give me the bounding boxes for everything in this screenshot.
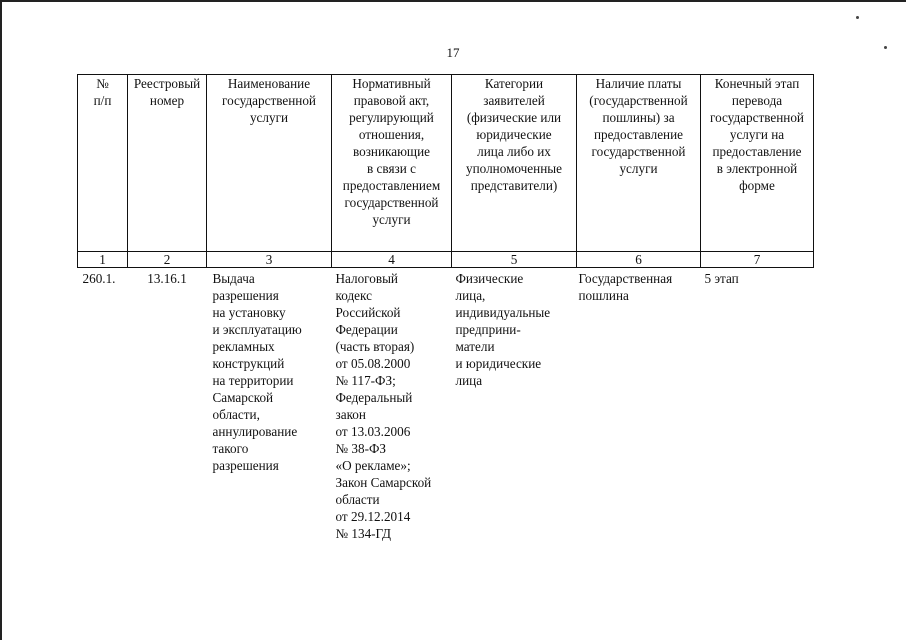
text-line: государственной: [344, 195, 439, 210]
text-line: возникающие: [352, 144, 431, 159]
text-line: правовой акт,: [353, 93, 430, 108]
text-line: Наименование: [227, 76, 311, 91]
text-line: государственной: [591, 144, 686, 159]
text-line: Государственная: [578, 271, 673, 286]
text-line: Нормативный: [352, 76, 431, 91]
scan-speck: [856, 16, 859, 19]
text-line: №: [96, 76, 109, 91]
header-fee: [577, 75, 701, 252]
text-line: от 13.03.2006: [335, 424, 411, 439]
text-line: рекламных: [212, 339, 275, 354]
text-line: в электронной: [716, 161, 798, 176]
page-number: 17: [446, 45, 460, 60]
text-line: «О рекламе»;: [335, 458, 411, 473]
cell-service-name: [207, 268, 332, 543]
text-line: форме: [739, 178, 775, 193]
text-line: Реестровый: [133, 76, 201, 91]
cell-legal-act: [332, 268, 452, 543]
text-line: Конечный этап: [714, 76, 800, 91]
table-header-row: [78, 75, 814, 252]
text-line: лица,: [455, 288, 486, 303]
text-line: Физические: [455, 271, 524, 286]
text-line: лица либо их: [477, 144, 551, 159]
text-line: № 38-ФЗ: [335, 441, 386, 456]
text-line: государственной: [222, 93, 316, 108]
table-row: [78, 268, 814, 543]
header-registry-number: [128, 75, 207, 252]
text-line: в связи с: [367, 161, 416, 176]
text-line: Выдача: [212, 271, 255, 286]
column-number-4: 4: [332, 252, 452, 268]
text-line: на территории: [212, 373, 294, 388]
text-line: такого: [212, 441, 249, 456]
scan-edge-left: [0, 0, 2, 640]
scan-edge-top: [0, 0, 906, 2]
text-line: кодекс: [335, 288, 372, 303]
header-legal-act: [332, 75, 452, 252]
text-line: (физические или: [466, 110, 562, 125]
services-table: [77, 74, 814, 542]
header-service-name: [207, 75, 332, 252]
text-line: уполномоченные: [466, 161, 562, 176]
text-line: пошлины) за: [602, 110, 675, 125]
cell-applicants: [452, 268, 577, 543]
scan-speck: [884, 46, 887, 49]
text-line: предоставлением: [342, 178, 441, 193]
text-line: аннулирование: [212, 424, 298, 439]
column-number-2: 2: [128, 252, 207, 268]
text-line: перевода: [731, 93, 783, 108]
text-line: лица: [455, 373, 483, 388]
column-number-3: 3: [207, 252, 332, 268]
text-line: Закон Самарской: [335, 475, 432, 490]
text-line: от 29.12.2014: [335, 509, 411, 524]
text-line: услуги: [372, 212, 411, 227]
text-line: Федерации: [335, 322, 398, 337]
header-applicant-categories: [452, 75, 577, 252]
header-final-stage: [701, 75, 814, 252]
text-line: заявителей: [483, 93, 545, 108]
text-line: № 134-ГД: [335, 526, 392, 541]
text-line: 5 этап: [704, 271, 739, 286]
column-number-1: 1: [78, 252, 128, 268]
text-line: на установку: [212, 305, 286, 320]
column-number-7: 7: [701, 252, 814, 268]
column-number-5: 5: [452, 252, 577, 268]
text-line: государственной: [710, 110, 804, 125]
text-line: регулирующий: [349, 110, 434, 125]
text-line: Наличие платы: [595, 76, 682, 91]
header-number: [78, 75, 128, 252]
text-line: предприни-: [455, 322, 521, 337]
cell-row-number: 260.1.: [82, 271, 116, 286]
text-line: разрешения: [212, 288, 279, 303]
cell-final-stage: [701, 268, 814, 543]
text-line: предоставление: [593, 127, 684, 142]
text-line: п/п: [93, 93, 112, 108]
text-line: Категории: [484, 76, 544, 91]
text-line: Федеральный: [335, 390, 413, 405]
cell-fee: [577, 268, 701, 543]
column-number-6: 6: [577, 252, 701, 268]
text-line: и юридические: [455, 356, 542, 371]
text-line: предоставление: [712, 144, 802, 159]
text-line: Налоговый: [335, 271, 398, 286]
text-line: услуги: [249, 110, 289, 125]
text-line: Самарской: [212, 390, 274, 405]
text-line: услуги: [619, 161, 658, 176]
text-line: отношения,: [358, 127, 425, 142]
text-line: пошлина: [578, 288, 629, 303]
cell-registry-number: 13.16.1: [147, 271, 187, 286]
text-line: области,: [212, 407, 260, 422]
text-line: услуги на: [729, 127, 785, 142]
text-line: (часть вторая): [335, 339, 415, 354]
text-line: разрешения: [212, 458, 279, 473]
text-line: матели: [455, 339, 495, 354]
text-line: № 117-ФЗ;: [335, 373, 396, 388]
text-line: закон: [335, 407, 366, 422]
text-line: юридические: [476, 127, 552, 142]
text-line: номер: [149, 93, 185, 108]
text-line: и эксплуатацию: [212, 322, 302, 337]
text-line: области: [335, 492, 380, 507]
text-line: Российской: [335, 305, 401, 320]
text-line: представители): [470, 178, 558, 193]
text-line: конструкций: [212, 356, 285, 371]
text-line: от 05.08.2000: [335, 356, 411, 371]
text-line: индивидуальные: [455, 305, 551, 320]
text-line: (государственной: [589, 93, 688, 108]
column-number-row: [78, 252, 814, 268]
